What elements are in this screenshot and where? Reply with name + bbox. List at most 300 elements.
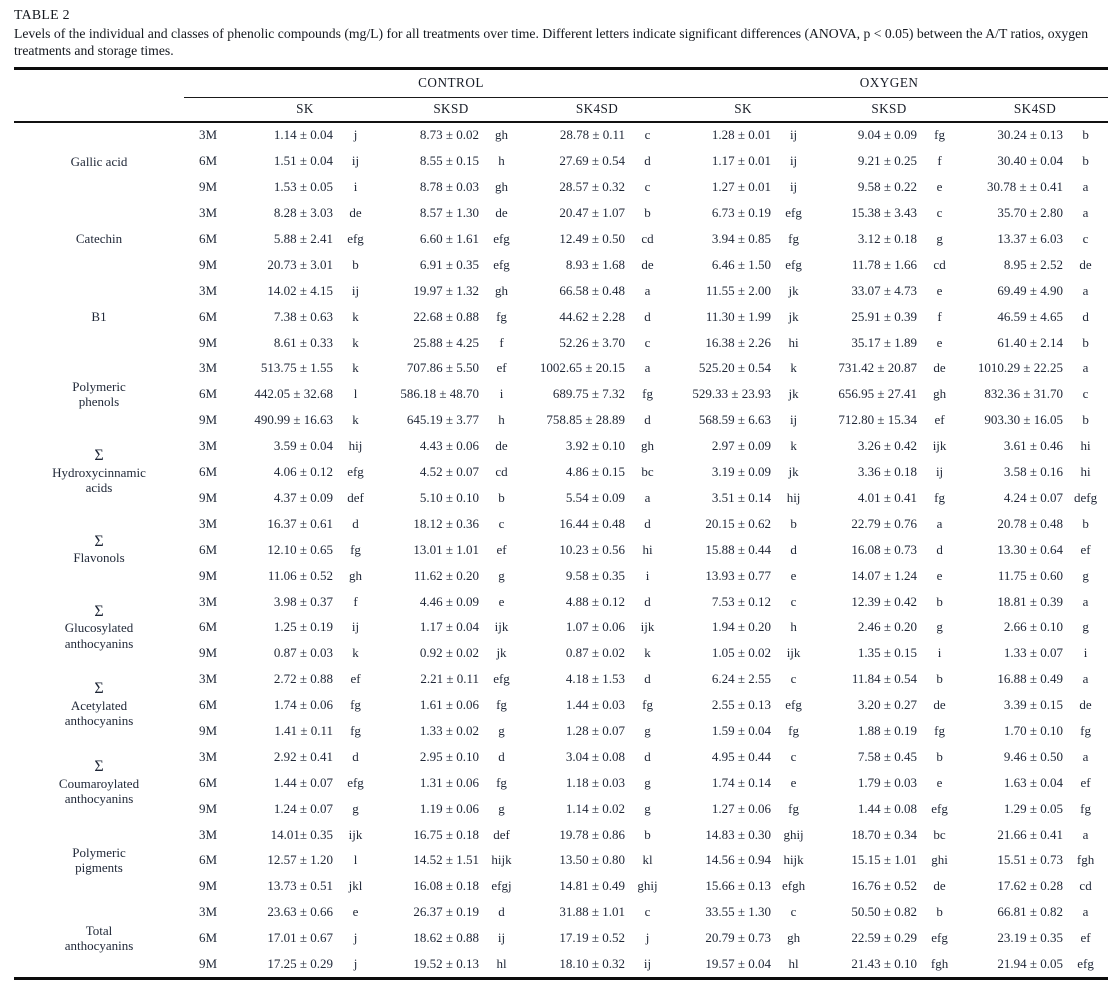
value-cell: 17.62 ± 0.28	[997, 878, 1064, 894]
value-cell: 20.73 ± 3.01	[267, 256, 333, 272]
letter-cell: ijk	[348, 826, 363, 842]
letter-cell: b	[644, 205, 651, 221]
value-cell: 11.30 ± 1.99	[705, 308, 772, 324]
time-label: 9M	[198, 179, 218, 195]
letter-cell: fg	[788, 722, 799, 738]
value-cell: 12.39 ± 0.42	[851, 593, 918, 609]
time-label: 9M	[198, 722, 218, 738]
time-column-spacer	[184, 68, 232, 97]
letter-cell: ghij	[637, 878, 658, 894]
letter-cell: d	[498, 904, 505, 920]
letter-cell: fgh	[1076, 852, 1095, 868]
letter-cell: efg	[931, 930, 948, 946]
value-cell: 1.18 ± 0.03	[565, 774, 625, 790]
table-row	[14, 511, 1108, 537]
value-cell: 1.59 ± 0.04	[711, 722, 772, 738]
value-cell: 1.88 ± 0.19	[857, 722, 918, 738]
value-cell: 7.58 ± 0.45	[857, 748, 918, 764]
value-cell: 2.21 ± 0.11	[420, 671, 479, 687]
time-label: 9M	[198, 567, 218, 583]
time-label: 6M	[198, 231, 218, 247]
treatment-header-sk4sd-control: SK4SD	[524, 97, 670, 122]
time-label: 3M	[198, 671, 218, 687]
letter-cell: cd	[1079, 878, 1092, 894]
letter-cell: a	[1082, 282, 1089, 298]
value-cell: 15.88 ± 0.44	[705, 541, 772, 557]
value-cell: 17.25 ± 0.29	[267, 955, 333, 971]
letter-cell: de	[1079, 256, 1092, 272]
letter-cell: fg	[1080, 722, 1091, 738]
letter-cell: e	[936, 179, 943, 195]
letter-cell: gh	[495, 179, 508, 195]
letter-cell: k	[352, 360, 359, 376]
time-label: 3M	[198, 205, 218, 221]
value-cell: 16.75 ± 0.18	[413, 826, 479, 842]
value-cell: 11.62 ± 0.20	[413, 567, 479, 583]
table-row	[14, 278, 1108, 304]
value-cell: 16.08 ± 0.73	[851, 541, 918, 557]
time-label: 6M	[198, 308, 218, 324]
letter-cell: ij	[935, 464, 944, 480]
table-row	[14, 433, 1108, 459]
letter-cell: fg	[642, 386, 653, 402]
letter-cell: gh	[495, 282, 508, 298]
letter-cell: a	[644, 489, 651, 505]
time-label: 6M	[198, 774, 218, 790]
letter-cell: i	[645, 567, 650, 583]
letter-cell: cd	[495, 464, 508, 480]
letter-cell: hijk	[491, 852, 512, 868]
time-label: 3M	[198, 282, 218, 298]
label-column-spacer	[14, 68, 184, 97]
letter-cell: a	[1082, 671, 1089, 687]
letter-cell: c	[790, 748, 797, 764]
compound-label: B1	[91, 309, 107, 325]
letter-cell: ij	[351, 153, 360, 169]
value-cell: 3.39 ± 0.15	[1003, 697, 1064, 713]
letter-cell: ij	[643, 955, 652, 971]
value-cell: 14.52 ± 1.51	[413, 852, 479, 868]
compound-label: Σ Hydroxycinnamic acids	[52, 447, 146, 496]
value-cell: 490.99 ± 16.63	[254, 412, 333, 428]
letter-cell: b	[644, 826, 651, 842]
letter-cell: c	[498, 515, 505, 531]
value-cell: 2.97 ± 0.09	[711, 438, 772, 454]
letter-cell: i	[937, 645, 942, 661]
value-cell: 8.95 ± 2.52	[1003, 256, 1064, 272]
value-cell: 1.28 ± 0.07	[565, 722, 625, 738]
letter-cell: efg	[1077, 955, 1094, 971]
value-cell: 14.56 ± 0.94	[705, 852, 772, 868]
value-cell: 4.37 ± 0.09	[273, 489, 333, 505]
time-label: 3M	[198, 515, 218, 531]
letter-cell: b	[936, 904, 943, 920]
value-cell: 4.86 ± 0.15	[565, 464, 625, 480]
letter-cell: g	[1082, 567, 1089, 583]
letter-cell: b	[1082, 334, 1089, 350]
letter-cell: hi	[788, 334, 799, 350]
time-label: 3M	[198, 438, 218, 454]
letter-cell: de	[495, 438, 508, 454]
value-cell: 16.38 ± 2.26	[705, 334, 772, 350]
letter-cell: jk	[788, 282, 799, 298]
value-cell: 52.26 ± 3.70	[559, 334, 625, 350]
value-cell: 1.41 ± 0.11	[274, 722, 333, 738]
table-row	[14, 822, 1108, 848]
letter-cell: a	[644, 282, 651, 298]
compound-label: Total anthocyanins	[64, 922, 134, 954]
table-row	[14, 899, 1108, 925]
value-cell: 19.52 ± 0.13	[413, 955, 479, 971]
letter-cell: efgh	[782, 878, 806, 894]
letter-cell: ef	[496, 541, 507, 557]
compound-label: Gallic acid	[70, 153, 128, 169]
compound-label: Σ Acetylated anthocyanins	[64, 680, 134, 729]
letter-cell: d	[644, 748, 651, 764]
letter-cell: ij	[789, 127, 798, 143]
value-cell: 22.79 ± 0.76	[851, 515, 918, 531]
value-cell: 6.46 ± 1.50	[711, 256, 772, 272]
value-cell: 1.70 ± 0.10	[1003, 722, 1064, 738]
letter-cell: d	[936, 541, 943, 557]
value-cell: 15.66 ± 0.13	[705, 878, 772, 894]
value-cell: 1.63 ± 0.04	[1003, 774, 1064, 790]
value-cell: 3.19 ± 0.09	[711, 464, 772, 480]
value-cell: 2.46 ± 0.20	[857, 619, 918, 635]
value-cell: 15.51 ± 0.73	[997, 852, 1064, 868]
value-cell: 11.55 ± 2.00	[705, 282, 772, 298]
value-cell: 7.38 ± 0.63	[273, 308, 333, 324]
value-cell: 6.73 ± 0.19	[711, 205, 772, 221]
value-cell: 3.36 ± 0.18	[857, 464, 918, 480]
value-cell: 13.50 ± 0.80	[559, 852, 625, 868]
value-cell: 1.14 ± 0.02	[565, 800, 625, 816]
letter-cell: c	[790, 593, 797, 609]
letter-cell: i	[353, 179, 358, 195]
value-cell: 19.57 ± 0.04	[705, 955, 772, 971]
value-cell: 18.62 ± 0.88	[413, 930, 479, 946]
value-cell: 50.50 ± 0.82	[851, 904, 918, 920]
letter-cell: fg	[642, 697, 653, 713]
letter-cell: kl	[642, 852, 653, 868]
letter-cell: hi	[642, 541, 653, 557]
letter-cell: gh	[495, 127, 508, 143]
letter-cell: e	[936, 567, 943, 583]
table-row	[14, 356, 1108, 382]
letter-cell: d	[790, 541, 797, 557]
value-cell: 25.88 ± 4.25	[413, 334, 479, 350]
letter-cell: b	[790, 515, 797, 531]
letter-cell: b	[1082, 153, 1089, 169]
value-cell: 529.33 ± 23.93	[692, 386, 772, 402]
value-cell: 16.44 ± 0.48	[559, 515, 625, 531]
letter-cell: d	[352, 748, 359, 764]
value-cell: 4.18 ± 1.53	[565, 671, 625, 687]
compound-label: Polymeric phenols	[72, 379, 126, 410]
letter-cell: a	[1082, 179, 1089, 195]
letter-cell: ijk	[640, 619, 655, 635]
value-cell: 66.58 ± 0.48	[559, 282, 625, 298]
letter-cell: k	[790, 360, 797, 376]
letter-cell: def	[347, 489, 364, 505]
value-cell: 731.42 ± 20.87	[838, 360, 918, 376]
value-cell: 28.57 ± 0.32	[559, 179, 625, 195]
value-cell: 14.81 ± 0.49	[559, 878, 625, 894]
value-cell: 16.88 ± 0.49	[997, 671, 1064, 687]
time-label: 3M	[198, 127, 218, 143]
value-cell: 28.78 ± 0.11	[559, 127, 625, 143]
value-cell: 1.44 ± 0.07	[273, 774, 333, 790]
value-cell: 6.60 ± 1.61	[419, 231, 479, 247]
letter-cell: ij	[789, 412, 798, 428]
time-label: 9M	[198, 334, 218, 350]
letter-cell: defg	[1074, 489, 1098, 505]
letter-cell: g	[498, 722, 505, 738]
value-cell: 23.63 ± 0.66	[267, 904, 333, 920]
value-cell: 21.66 ± 0.41	[997, 826, 1064, 842]
time-label: 9M	[198, 878, 218, 894]
letter-cell: cd	[933, 256, 946, 272]
value-cell: 4.24 ± 0.07	[1003, 489, 1064, 505]
value-cell: 16.08 ± 0.18	[413, 878, 479, 894]
letter-cell: gh	[349, 567, 362, 583]
letter-cell: g	[644, 774, 651, 790]
time-label: 3M	[198, 826, 218, 842]
letter-cell: d	[498, 748, 505, 764]
letter-cell: jk	[788, 464, 799, 480]
label-column-spacer	[14, 97, 184, 122]
letter-cell: a	[1082, 904, 1089, 920]
value-cell: 20.47 ± 1.07	[559, 205, 625, 221]
letter-cell: jk	[496, 645, 507, 661]
value-cell: 23.19 ± 0.35	[997, 930, 1064, 946]
letter-cell: bc	[641, 464, 654, 480]
time-label: 6M	[198, 852, 218, 868]
letter-cell: k	[352, 412, 359, 428]
value-cell: 15.38 ± 3.43	[851, 205, 918, 221]
value-cell: 5.10 ± 0.10	[419, 489, 479, 505]
letter-cell: ij	[351, 282, 360, 298]
letter-cell: a	[1082, 748, 1089, 764]
letter-cell: c	[644, 127, 651, 143]
time-label: 3M	[198, 593, 218, 609]
value-cell: 2.92 ± 0.41	[273, 748, 333, 764]
letter-cell: ij	[789, 179, 798, 195]
value-cell: 656.95 ± 27.41	[838, 386, 918, 402]
letter-cell: j	[353, 955, 358, 971]
value-cell: 12.49 ± 0.50	[559, 231, 625, 247]
letter-cell: e	[790, 774, 797, 790]
value-cell: 4.43 ± 0.06	[419, 438, 479, 454]
letter-cell: fg	[788, 800, 799, 816]
value-cell: 9.21 ± 0.25	[857, 153, 918, 169]
letter-cell: ghij	[783, 826, 804, 842]
treatment-header-sk4sd-oxygen: SK4SD	[962, 97, 1108, 122]
table-caption: Levels of the individual and classes of phenolic compounds (mg/L) for all treatments over time. Different letters indicate significant differences (ANOVA, p < 0.05) between the A/T ratios, oxygen treatments and storage times.	[14, 26, 1089, 59]
value-cell: 9.58 ± 0.22	[857, 179, 918, 195]
value-cell: 8.78 ± 0.03	[419, 179, 479, 195]
value-cell: 1.25 ± 0.19	[273, 619, 333, 635]
letter-cell: def	[493, 826, 510, 842]
letter-cell: hi	[1080, 438, 1091, 454]
table-row	[14, 589, 1108, 615]
table-title: TABLE 2	[14, 7, 70, 22]
value-cell: 19.97 ± 1.32	[413, 282, 479, 298]
value-cell: 18.10 ± 0.32	[559, 955, 625, 971]
letter-cell: b	[1082, 412, 1089, 428]
letter-cell: jkl	[348, 878, 363, 894]
time-column-spacer	[184, 97, 232, 122]
letter-cell: jk	[788, 386, 799, 402]
letter-cell: c	[1082, 231, 1089, 247]
letter-cell: ij	[497, 930, 506, 946]
value-cell: 8.73 ± 0.02	[419, 127, 479, 143]
value-cell: 14.02 ± 4.15	[267, 282, 333, 298]
letter-cell: k	[644, 645, 651, 661]
letter-cell: fg	[350, 722, 361, 738]
value-cell: 1.28 ± 0.01	[711, 127, 772, 143]
value-cell: 11.84 ± 0.54	[851, 671, 918, 687]
treatment-header-sksd-control: SKSD	[378, 97, 524, 122]
value-cell: 1002.65 ± 20.15	[539, 360, 625, 376]
letter-cell: e	[790, 567, 797, 583]
letter-cell: e	[936, 774, 943, 790]
value-cell: 14.07 ± 1.24	[851, 567, 918, 583]
letter-cell: fg	[350, 697, 361, 713]
letter-cell: b	[352, 256, 359, 272]
letter-cell: gh	[641, 438, 655, 454]
letter-cell: h	[790, 619, 797, 635]
value-cell: 15.15 ± 1.01	[851, 852, 918, 868]
value-cell: 17.01 ± 0.67	[267, 930, 333, 946]
value-cell: 1.94 ± 0.20	[711, 619, 772, 635]
value-cell: 10.23 ± 0.56	[559, 541, 625, 557]
value-cell: 3.04 ± 0.08	[565, 748, 625, 764]
treatment-header-sksd-oxygen: SKSD	[816, 97, 962, 122]
letter-cell: e	[936, 334, 943, 350]
value-cell: 1.33 ± 0.07	[1003, 645, 1064, 661]
time-label: 9M	[198, 955, 218, 971]
letter-cell: d	[644, 593, 651, 609]
letter-cell: c	[644, 904, 651, 920]
value-cell: 20.15 ± 0.62	[705, 515, 772, 531]
value-cell: 4.01 ± 0.41	[857, 489, 918, 505]
value-cell: 12.10 ± 0.65	[267, 541, 333, 557]
letter-cell: ij	[789, 153, 798, 169]
value-cell: 14.01± 0.35	[270, 826, 333, 842]
value-cell: 30.78 ± ± 0.41	[987, 179, 1064, 195]
value-cell: 16.76 ± 0.52	[851, 878, 918, 894]
value-cell: 0.87 ± 0.03	[273, 645, 333, 661]
letter-cell: g	[352, 800, 359, 816]
value-cell: 3.20 ± 0.27	[857, 697, 918, 713]
treatment-header-sk-control: SK	[232, 97, 378, 122]
value-cell: 568.59 ± 6.63	[698, 412, 772, 428]
letter-cell: hi	[1080, 464, 1091, 480]
value-cell: 1.14 ± 0.04	[273, 127, 333, 143]
value-cell: 1.17 ± 0.01	[711, 153, 772, 169]
letter-cell: f	[937, 308, 942, 324]
letter-cell: ef	[1080, 541, 1091, 557]
value-cell: 0.87 ± 0.02	[565, 645, 625, 661]
value-cell: 3.26 ± 0.42	[857, 438, 918, 454]
letter-cell: ef	[1080, 774, 1091, 790]
value-cell: 61.40 ± 2.14	[997, 334, 1064, 350]
letter-cell: de	[495, 205, 508, 221]
value-cell: 21.43 ± 0.10	[851, 955, 918, 971]
letter-cell: f	[353, 593, 358, 609]
value-cell: 3.92 ± 0.10	[565, 438, 625, 454]
time-label: 9M	[198, 412, 218, 428]
letter-cell: de	[933, 697, 946, 713]
value-cell: 31.88 ± 1.01	[559, 904, 625, 920]
letter-cell: de	[933, 878, 946, 894]
value-cell: 3.94 ± 0.85	[711, 231, 772, 247]
phenolic-compounds-table	[14, 67, 1108, 980]
letter-cell: fg	[496, 774, 507, 790]
letter-cell: g	[936, 231, 943, 247]
letter-cell: d	[644, 308, 651, 324]
value-cell: 712.80 ± 15.34	[838, 412, 918, 428]
value-cell: 1.79 ± 0.03	[857, 774, 918, 790]
compound-label: Catechin	[75, 231, 123, 247]
table-row	[14, 744, 1108, 770]
value-cell: 33.07 ± 4.73	[851, 282, 918, 298]
letter-cell: gh	[933, 386, 947, 402]
letter-cell: hij	[348, 438, 363, 454]
value-cell: 758.85 ± 28.89	[546, 412, 625, 428]
value-cell: 18.81 ± 0.39	[997, 593, 1064, 609]
value-cell: 35.70 ± 2.80	[997, 205, 1064, 221]
value-cell: 1.33 ± 0.02	[419, 722, 479, 738]
value-cell: 3.12 ± 0.18	[857, 231, 918, 247]
letter-cell: b	[1082, 127, 1089, 143]
letter-cell: e	[936, 282, 943, 298]
letter-cell: d	[644, 153, 651, 169]
time-label: 9M	[198, 645, 218, 661]
letter-cell: de	[933, 360, 946, 376]
time-label: 3M	[198, 748, 218, 764]
value-cell: 27.69 ± 0.54	[559, 153, 625, 169]
letter-cell: b	[936, 748, 943, 764]
time-label: 9M	[198, 489, 218, 505]
letter-cell: g	[1082, 619, 1089, 635]
value-cell: 22.68 ± 0.88	[413, 308, 479, 324]
value-cell: 1.53 ± 0.05	[273, 179, 333, 195]
letter-cell: l	[353, 386, 358, 402]
letter-cell: efg	[785, 256, 802, 272]
value-cell: 33.55 ± 1.30	[705, 904, 772, 920]
letter-cell: fg	[788, 231, 799, 247]
letter-cell: e	[352, 904, 359, 920]
value-cell: 586.18 ± 48.70	[400, 386, 479, 402]
letter-cell: b	[498, 489, 505, 505]
compound-label: Polymeric pigments	[72, 845, 126, 876]
letter-cell: k	[352, 334, 359, 350]
table-row	[14, 122, 1108, 149]
value-cell: 645.19 ± 3.77	[406, 412, 479, 428]
time-label: 6M	[198, 930, 218, 946]
value-cell: 20.79 ± 0.73	[705, 930, 772, 946]
compound-label: Σ Coumaroylated anthocyanins	[58, 758, 140, 807]
letter-cell: ijk	[786, 645, 801, 661]
treatment-header-sk-oxygen: SK	[670, 97, 816, 122]
value-cell: 1.29 ± 0.05	[1003, 800, 1064, 816]
time-label: 6M	[198, 619, 218, 635]
letter-cell: g	[644, 722, 651, 738]
value-cell: 1.07 ± 0.06	[565, 619, 625, 635]
group-header-oxygen: OXYGEN	[670, 68, 1108, 97]
